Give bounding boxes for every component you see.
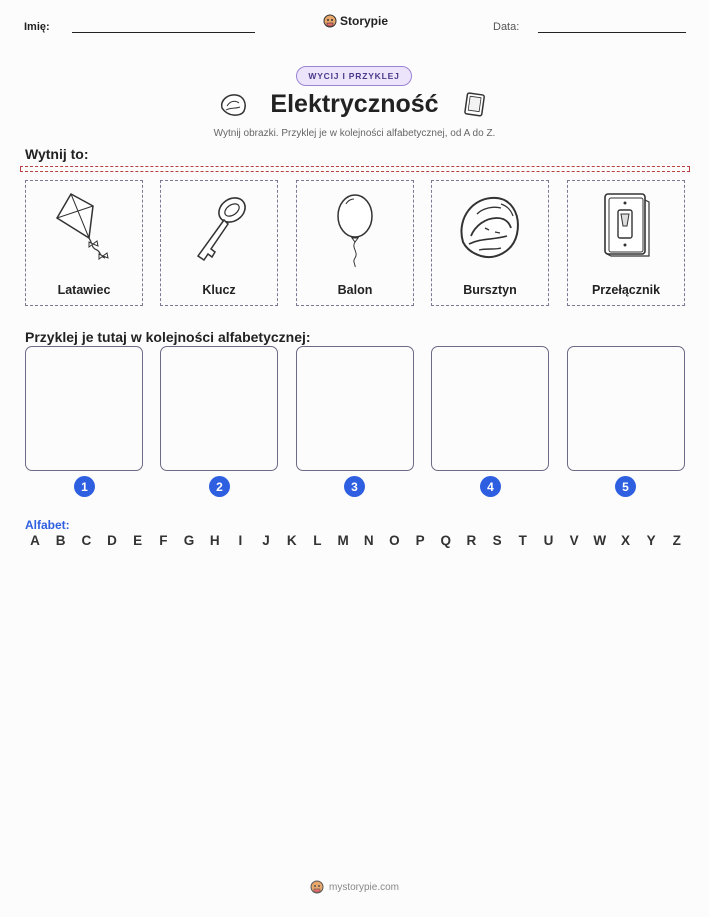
- slot-number-badge: 5: [615, 476, 636, 497]
- cut-heading: Wytnij to:: [25, 146, 89, 162]
- card-label: Bursztyn: [463, 283, 517, 297]
- amber-icon: [455, 190, 525, 268]
- alphabet-letter: L: [313, 533, 322, 548]
- instructions: Wytnij obrazki. Przyklej je w kolejności alfabetycznej, od A do Z.: [213, 128, 496, 139]
- card-label: Przełącznik: [591, 283, 661, 297]
- page-title: Elektryczność: [270, 90, 439, 118]
- paste-slot-1[interactable]: [25, 346, 143, 471]
- cut-card-balloon[interactable]: [296, 180, 414, 306]
- key-icon: [184, 190, 254, 268]
- date-label: Data:: [493, 21, 520, 33]
- alphabet-letter: F: [159, 533, 168, 548]
- slot-number-badge: 2: [209, 476, 230, 497]
- alphabet-letter: M: [337, 533, 349, 548]
- alphabet-letter: Q: [440, 533, 451, 548]
- alphabet-letter: N: [363, 533, 374, 548]
- name-line[interactable]: [72, 32, 255, 33]
- paste-slot-3[interactable]: [296, 346, 414, 471]
- cut-card-kite[interactable]: [25, 180, 143, 306]
- alphabet-letter: X: [620, 533, 630, 548]
- slot-number-badge: 3: [344, 476, 365, 497]
- footer: [0, 880, 709, 894]
- activity-badge: WYCIJ I PRZYKLEJ: [296, 66, 412, 86]
- alphabet-label: Alfabet:: [25, 518, 70, 532]
- slot-number-badge: 1: [74, 476, 95, 497]
- alphabet-letter: W: [593, 533, 607, 548]
- balloon-icon: [320, 190, 390, 268]
- alphabet-letter: Y: [646, 533, 656, 548]
- alphabet-letter: K: [286, 533, 297, 548]
- brand-name: Storypie: [340, 14, 389, 28]
- alphabet-letter: Z: [672, 533, 681, 548]
- alphabet-letter: V: [569, 533, 579, 548]
- switch-icon: [591, 190, 661, 268]
- storypie-mascot-icon: [323, 14, 337, 28]
- alphabet-letter: U: [543, 533, 554, 548]
- tablet-icon: [462, 92, 488, 118]
- card-label: Balon: [337, 283, 373, 297]
- alphabet-letter: E: [133, 533, 143, 548]
- paste-slot-5[interactable]: [567, 346, 685, 471]
- alphabet-letter: B: [55, 533, 66, 548]
- alphabet-letter: R: [466, 533, 477, 548]
- card-label: Klucz: [202, 283, 236, 297]
- storypie-mascot-icon: [310, 880, 324, 894]
- alphabet-letter: P: [415, 533, 425, 548]
- alphabet-letter: C: [81, 533, 92, 548]
- alphabet-letter: S: [492, 533, 502, 548]
- paste-heading: Przyklej je tutaj w kolejności alfabetycznej:: [25, 329, 311, 345]
- card-label: Latawiec: [57, 283, 111, 297]
- name-label: Imię:: [24, 21, 50, 33]
- alphabet-letter: J: [262, 533, 270, 548]
- cut-card-amber[interactable]: [431, 180, 549, 306]
- paste-slot-4[interactable]: [431, 346, 549, 471]
- alphabet-letter: H: [209, 533, 220, 548]
- alphabet-letter: I: [238, 533, 243, 548]
- alphabet-letter: A: [30, 533, 40, 548]
- alphabet-letter: G: [183, 533, 195, 548]
- alphabet-row: [26, 533, 686, 548]
- brand-logo: [323, 14, 388, 28]
- alphabet-letter: T: [518, 533, 527, 548]
- kite-icon: [49, 190, 119, 268]
- alphabet-letter: O: [389, 533, 400, 548]
- cut-card-switch[interactable]: [567, 180, 685, 306]
- alphabet-letter: D: [107, 533, 117, 548]
- cut-line: [20, 166, 690, 172]
- cut-card-key[interactable]: [160, 180, 278, 306]
- footer-site[interactable]: mystorypie.com: [328, 881, 399, 893]
- date-line[interactable]: [538, 32, 686, 33]
- paste-slot-2[interactable]: [160, 346, 278, 471]
- slot-number-badge: 4: [480, 476, 501, 497]
